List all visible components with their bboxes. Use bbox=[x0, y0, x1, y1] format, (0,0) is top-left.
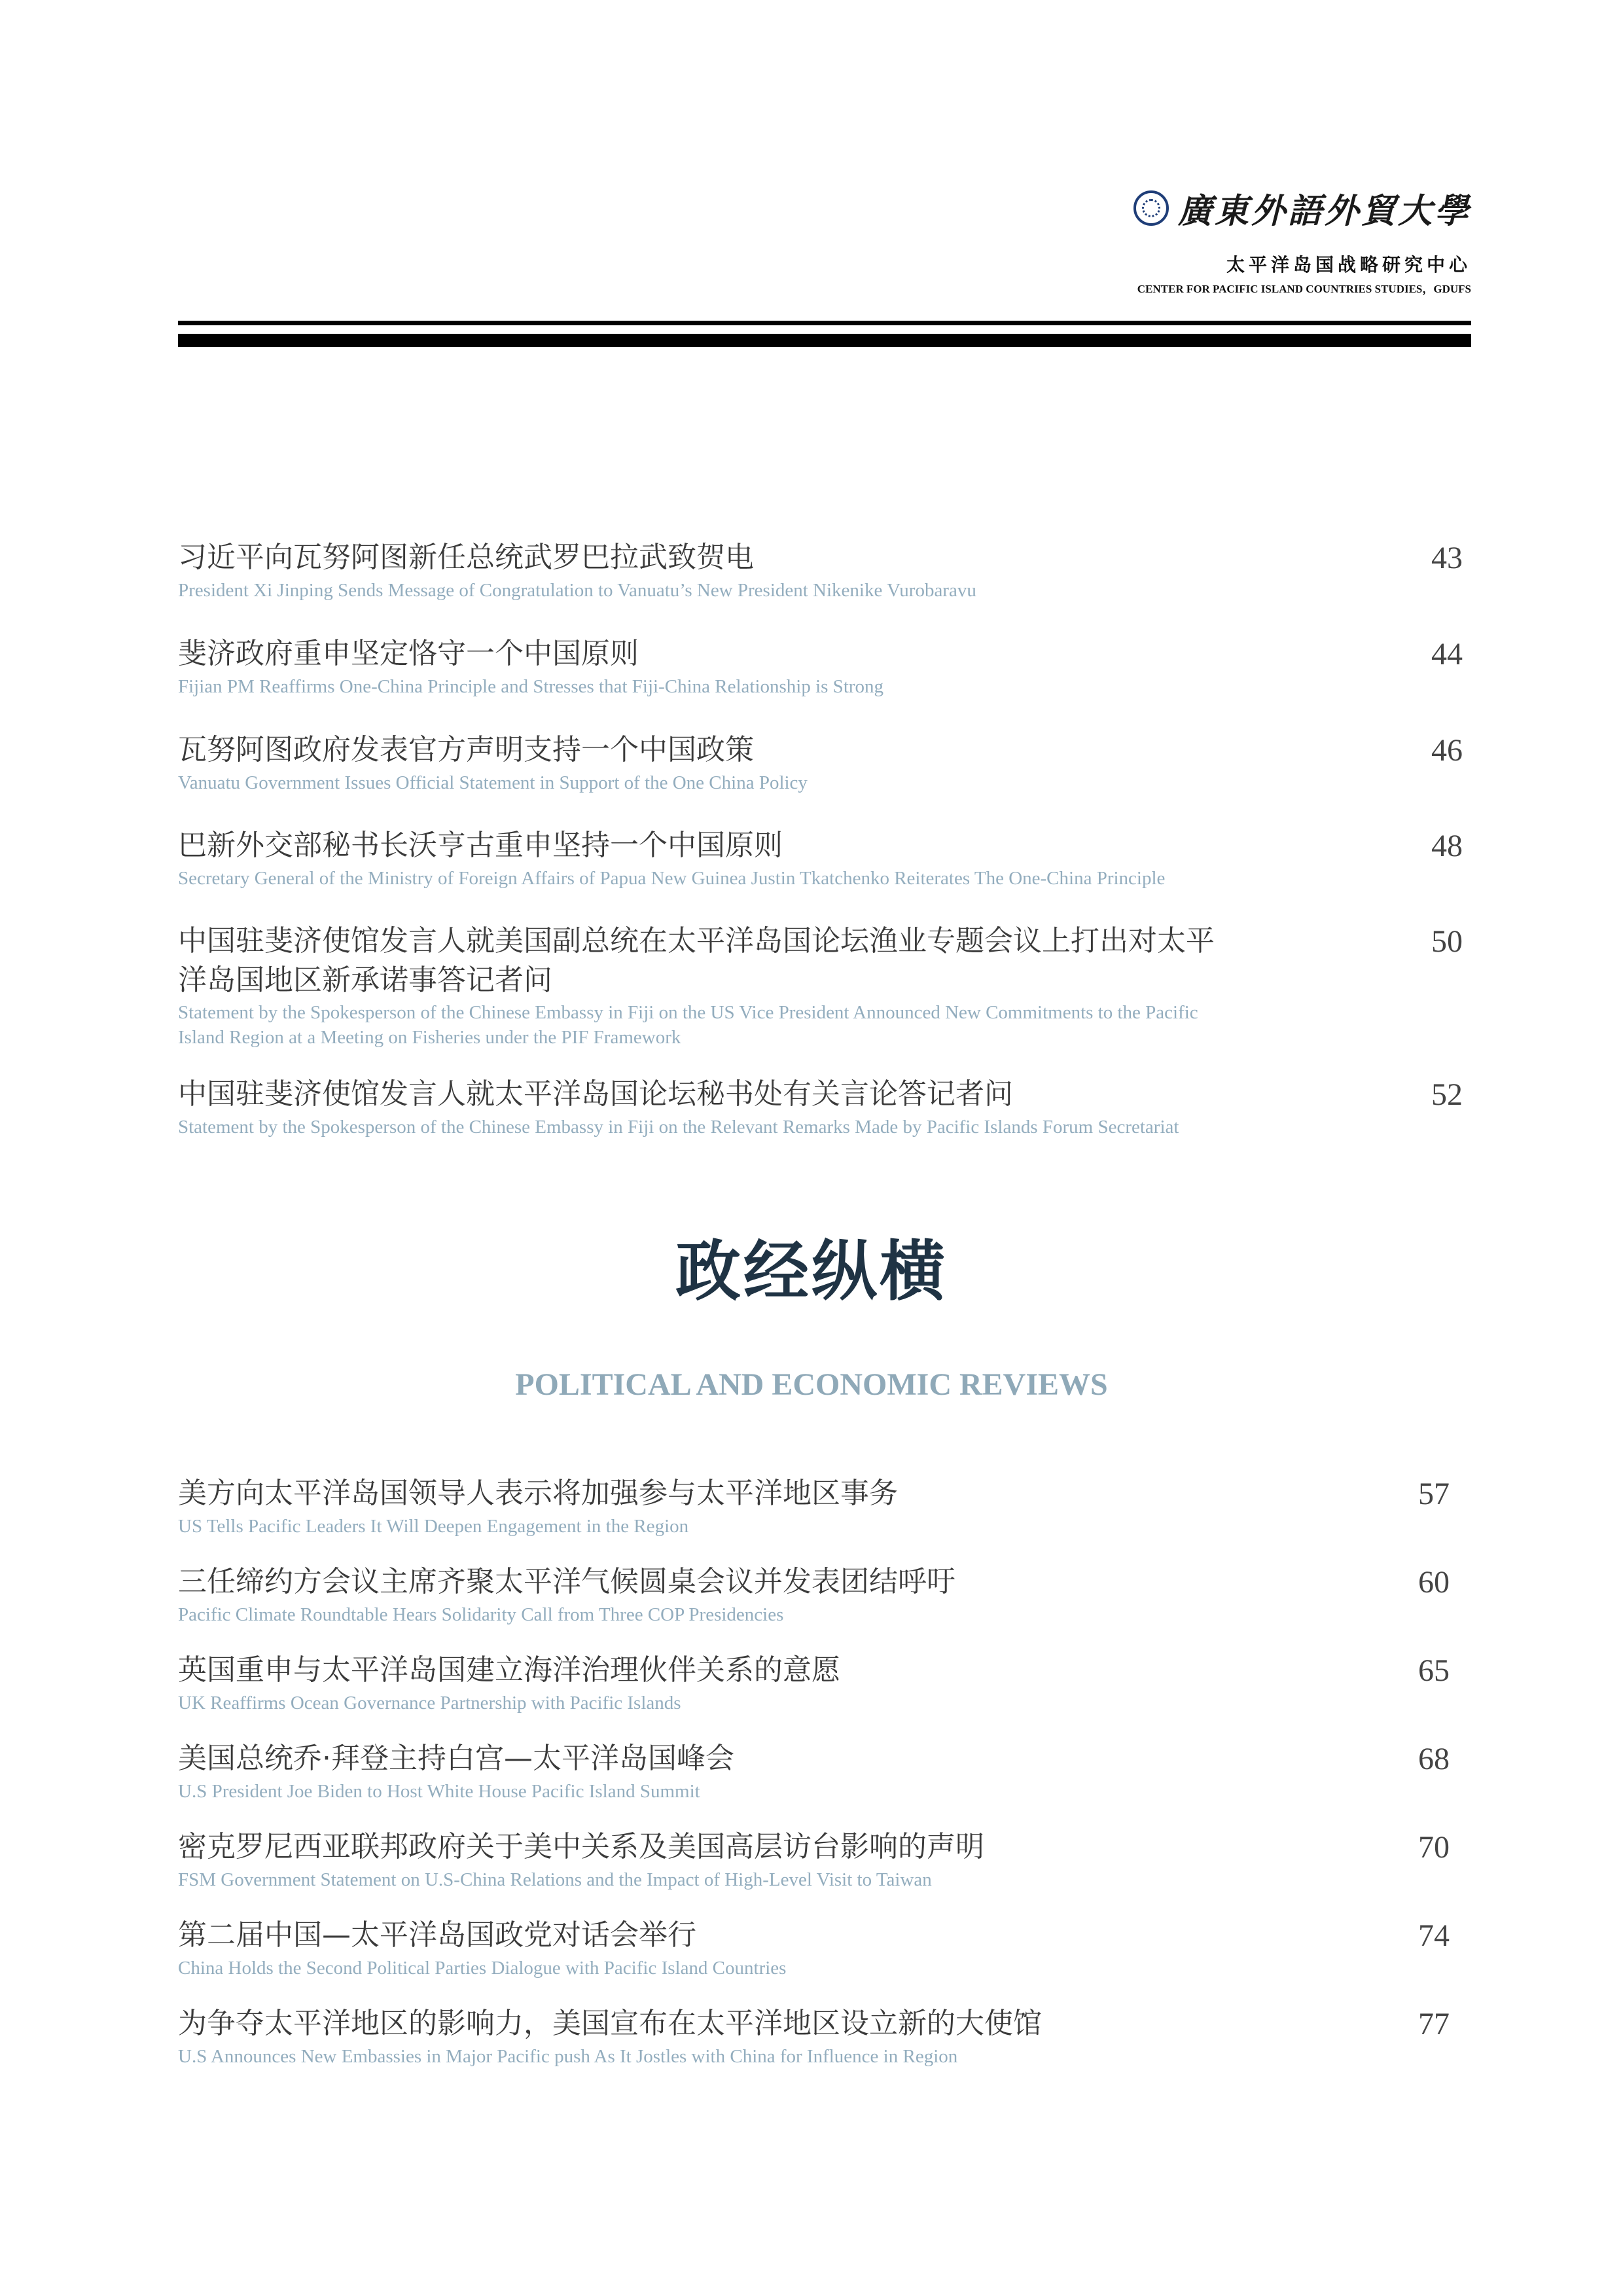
toc-page-number: 48 bbox=[1431, 829, 1463, 863]
toc-page-number: 43 bbox=[1431, 541, 1463, 575]
toc-entry-title-cn: 美国总统乔·拜登主持白宫—太平洋岛国峰会 bbox=[178, 1742, 734, 1775]
center-name-cn: 太平洋岛国战略研究中心 bbox=[1226, 254, 1471, 276]
toc-entry-title-en: U.S President Joe Biden to Host White House Pacific Island Summit bbox=[178, 1781, 700, 1802]
toc-entry-title-cn: 中国驻斐济使馆发言人就太平洋岛国论坛秘书处有关言论答记者问 bbox=[178, 1077, 1013, 1111]
toc-entry-title-en: US Tells Pacific Leaders It Will Deepen Engagement in the Region bbox=[178, 1516, 689, 1537]
toc-page-number: 74 bbox=[1418, 1918, 1450, 1953]
toc-entry[interactable] bbox=[178, 538, 976, 603]
toc-page-number: 65 bbox=[1418, 1653, 1450, 1688]
toc-entry[interactable] bbox=[178, 1562, 955, 1628]
toc-entry-title-cn: 美方向太平洋岛国领导人表示将加强参与太平洋地区事务 bbox=[178, 1477, 898, 1510]
toc-entry-title-en-line2: Island Region at a Meeting on Fisheries under the PIF Framework bbox=[178, 1027, 681, 1048]
toc-entry[interactable] bbox=[178, 634, 883, 700]
toc-entry-title-en: Fijian PM Reaffirms One-China Principle and Stresses that Fiji-China Relationship is Strong bbox=[178, 676, 884, 697]
toc-entry-title-en: UK Reaffirms Ocean Governance Partnership with Pacific Islands bbox=[178, 1693, 681, 1713]
toc-entry-title-cn: 中国驻斐济使馆发言人就美国副总统在太平洋岛国论坛渔业专题会议上打出对太平 bbox=[178, 924, 1215, 958]
toc-entry-title-cn: 三任缔约方会议主席齐聚太平洋气候圆桌会议并发表团结呼吁 bbox=[178, 1565, 955, 1598]
toc-entry-title-en: President Xi Jinping Sends Message of Congratulation to Vanuatu’s New President Nikenike Vurobaravu bbox=[178, 580, 976, 601]
center-name-en: CENTER FOR PACIFIC ISLAND COUNTRIES STUDIES，GDUFS bbox=[1137, 283, 1471, 295]
toc-entry[interactable] bbox=[178, 1075, 1179, 1140]
university-seal-icon bbox=[1133, 190, 1169, 226]
brand-row bbox=[1133, 183, 1471, 232]
toc-entry[interactable] bbox=[178, 826, 1165, 891]
toc-entry[interactable] bbox=[178, 2004, 1042, 2070]
toc-entry-title-cn: 为争夺太平洋地区的影响力，美国宣布在太平洋地区设立新的大使馆 bbox=[178, 2007, 1042, 2040]
toc-entry-title-en: Vanuatu Government Issues Official Statement in Support of the One China Policy bbox=[178, 772, 808, 793]
toc-entry[interactable] bbox=[178, 1739, 734, 1804]
toc-entry-title-cn-line2: 洋岛国地区新承诺事答记者问 bbox=[178, 963, 552, 997]
toc-entry-title-en: FSM Government Statement on U.S-China Relations and the Impact of High-Level Visit to Taiwan bbox=[178, 1869, 932, 1890]
section-subtitle: POLITICAL AND ECONOMIC REVIEWS bbox=[515, 1367, 1108, 1402]
toc-page-number: 46 bbox=[1431, 733, 1463, 768]
toc-page-number: 70 bbox=[1418, 1830, 1450, 1865]
toc-entry-title-en: Pacific Climate Roundtable Hears Solidarity Call from Three COP Presidencies bbox=[178, 1604, 784, 1625]
toc-entry-title-en: China Holds the Second Political Parties Dialogue with Pacific Island Countries bbox=[178, 1958, 787, 1979]
toc-entry[interactable] bbox=[178, 922, 1215, 1050]
toc-entry-title-cn: 第二届中国—太平洋岛国政党对话会举行 bbox=[178, 1918, 696, 1952]
toc-entry[interactable] bbox=[178, 1474, 898, 1539]
toc-entry-title-cn: 习近平向瓦努阿图新任总统武罗巴拉武致贺电 bbox=[178, 541, 754, 574]
header bbox=[1133, 183, 1471, 296]
toc-page-number: 52 bbox=[1431, 1077, 1463, 1112]
section-title: 政经纵横 bbox=[675, 1232, 948, 1310]
toc-entry[interactable] bbox=[178, 1916, 786, 1981]
toc-entry-title-cn: 巴新外交部秘书长沃亨古重申坚持一个中国原则 bbox=[178, 829, 783, 862]
header-rule-thin bbox=[178, 321, 1471, 325]
toc-entry[interactable] bbox=[178, 1827, 984, 1893]
toc-page-number: 44 bbox=[1431, 637, 1463, 672]
toc-page-number: 68 bbox=[1418, 1742, 1450, 1776]
toc-entry-title-en: Secretary General of the Ministry of Foreign Affairs of Papua New Guinea Justin Tkatchenko Reiterates The One-China Principle bbox=[178, 868, 1166, 889]
toc-page-number: 60 bbox=[1418, 1565, 1450, 1600]
toc-entry-title-en: Statement by the Spokesperson of the Chinese Embassy in Fiji on the US Vice President Announced New Commitments to the Pacific bbox=[178, 1002, 1198, 1023]
toc-page-number: 77 bbox=[1418, 2007, 1450, 2041]
toc-entry[interactable] bbox=[178, 1651, 840, 1716]
toc-entry-title-cn: 瓦努阿图政府发表官方声明支持一个中国政策 bbox=[178, 733, 754, 766]
toc-entry-title-en: Statement by the Spokesperson of the Chinese Embassy in Fiji on the Relevant Remarks Made by Pacific Islands Forum Secretariat bbox=[178, 1117, 1179, 1138]
toc-entry-title-cn: 英国重申与太平洋岛国建立海洋治理伙伴关系的意愿 bbox=[178, 1653, 840, 1687]
toc-page-number: 50 bbox=[1431, 924, 1463, 959]
header-rule-thick bbox=[178, 334, 1471, 347]
toc-page-number: 57 bbox=[1418, 1477, 1450, 1511]
toc-entry-title-en: U.S Announces New Embassies in Major Pacific push As It Jostles with China for Influence in Region bbox=[178, 2046, 958, 2067]
toc-entry-title-cn: 斐济政府重申坚定恪守一个中国原则 bbox=[178, 637, 639, 670]
toc-entry-title-cn: 密克罗尼西亚联邦政府关于美中关系及美国高层访台影响的声明 bbox=[178, 1830, 984, 1863]
toc-entry[interactable] bbox=[178, 730, 808, 796]
university-name: 廣東外語外貿大學 bbox=[1177, 191, 1471, 231]
